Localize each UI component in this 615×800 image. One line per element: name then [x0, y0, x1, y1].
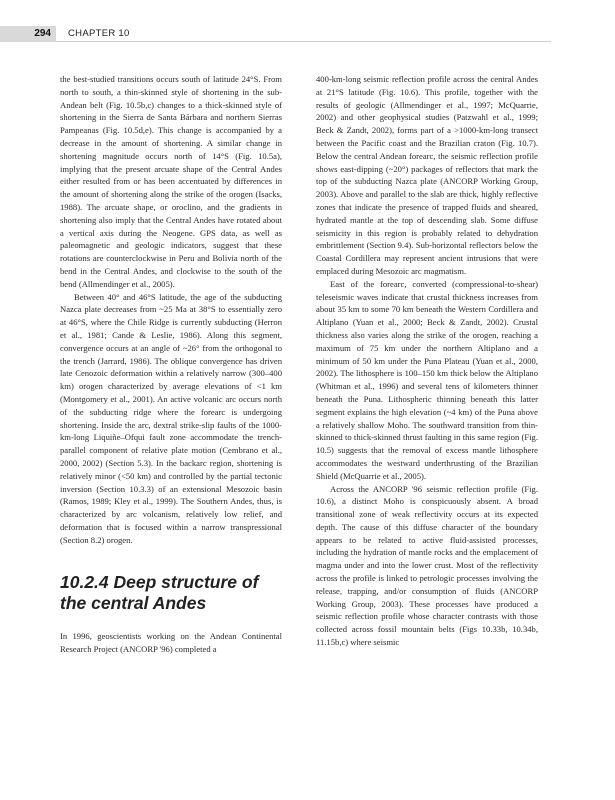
chapter-label: CHAPTER 10 [68, 28, 130, 39]
left-paragraph-2: Between 40° and 46°S latitude, the age of the subducting Nazca plate decreases from ~25 Ma at 38°S to essentially zero at 46°S, where the Chile Ridge is currently subducting (Herron et al., 1981; Cande & Leslie, 1986). Along this segment, convergence occurs at an angle of ~26° from the orthogonal to the trench (Jarrard, 1986). The oblique convergence has driven late Cenozoic deformation within a relatively narrow (300–400 km) orogen characterized by average elevations of <1 km (Montgomery et al., 2001). An active volcanic arc occurs north of the subducting ridge where the forearc is undergoing shortening. Inside the arc, dextral strike-slip faults of the 1000-km-long Liquiñe–Ofqui fault zone accommodate the trench-parallel component of relative plate motion (Cembrano et al., 2000, 2002) (Section 5.3). In the backarc region, shortening is relatively minor (<50 km) and controlled by the partial tectonic inversion (Section 10.3.3) of an extensional Mesozoic basin (Ramos, 1989; Kley et al., 1999). The Southern Andes, thus, is characterized by arc volcanism, relatively low relief, and deformation that is focused within a narrow transpressional (Section 8.2) orogen. [60, 291, 282, 545]
page-header [0, 26, 615, 42]
section-heading: 10.2.4 Deep structure of the central Andes [60, 572, 259, 614]
right-paragraph-3: Across the ANCORP '96 seismic reflection profile (Fig. 10.6), a distinct Moho is conspicuously absent. A broad transitional zone of weak reflectivity occurs at its expected depth. The cause of this diffuse character of the boundary appears to be related to active fluid-assisted processes, including the hydration of mantle rocks and the emplacement of magma under and into the lower crust. Most of the reflectivity across the profile is linked to petrologic processes involving the release, trapping, and/or consumption of fluids (ANCORP Working Group, 2003). These processes have produced a seismic reflection profile whose character contrasts with those collected across fossil mountain belts (Figs 10.33b, 10.34b, 11.15b,c) where seismic [316, 483, 538, 648]
right-column [316, 73, 538, 649]
right-paragraph-2: East of the forearc, converted (compressional-to-shear) teleseismic waves indicate that crustal thickness increases from about 35 km to some 70 km beneath the Western Cordillera and Altiplano (Yuan et al., 2000; Beck & Zandt, 2002). Crustal thickness also varies along the strike of the orogen, reaching a maximum of 75 km under the northern Altiplano and a minimum of 50 km under the Puna Plateau (Yuan et al., 2000, 2002). The lithosphere is 100–150 km thick below the Altiplano (Whitman et al., 1996) and several tens of kilometers thinner beneath the Puna. Lithospheric thinning beneath this latter segment explains the high elevation (~4 km) of the Puna above a relatively shallow Moho. The southward transition from thin-skinned to thick-skinned thrust faulting in this same region (Fig. 10.5) suggests that the removal of excess mantle lithosphere accommodates the westward underthrusting of the Brazilian Shield (McQuarrie et al., 2005). [316, 278, 538, 481]
right-paragraph-1: 400-km-long seismic reflection profile across the central Andes at 21°S latitude (Fig. 10.6). This profile, together with the results of geologic (Allmendinger et al., 1997; McQuarrie, 2002) and other geophysical studies (Patzwahl et al., 1999; Beck & Zandt, 2002), forms part of a >1000-km-long transect between the Pacific coast and the Brazilian craton (Fig. 10.7). Below the central Andean forearc, the seismic reflection profile shows east-dipping (~20°) packages of reflectors that mark the top of the subducting Nazca plate (ANCORP Working Group, 2003). Above and parallel to the slab are thick, highly reflective zones that indicate the presence of trapped fluids and sheared, hydrated mantle at the top of descending slab. Some diffuse seismicity in this region is probably related to dehydration embrittlement (Section 9.4). Sub-horizontal reflectors below the Coastal Cordillera may represent ancient intrusions that were emplaced during Mesozoic arc magmatism. [316, 74, 538, 276]
page-number: 294 [0, 26, 56, 42]
left-paragraph-3: In 1996, geoscientists working on the Andean Continental Research Project (ANCORP '96) completed a [60, 631, 282, 655]
left-paragraph-1: the best-studied transitions occurs south of latitude 24°S. From north to south, a thin-skinned style of shortening in the sub-Andean belt (Fig. 10.5b,c) changes to a thick-skinned style of shortening in the Sierra de Santa Bárbara and northern Sierras Pampeanas (Fig. 10.5d,e). This change is accompanied by a decrease in the amount of shortening. A similar change in shortening magnitude occurs north of 14°S (Fig. 10.5a), implying that the present arcuate shape of the Central Andes either resulted from or has been accentuated by differences in the amount of shortening along the strike of the orogen (Isacks, 1988). The arcuate shape, or oroclino, and the gradients in shortening also imply that the Central Andes have rotated about a vertical axis during the Neogene. GPS data, as well as paleomagnetic and geologic indicators, suggest that these rotations are counterclockwise in Peru and Bolivia north of the bend in the Central Andes, and clockwise to the south of the bend (Allmendinger et al., 2005). [60, 74, 282, 289]
left-column [60, 73, 282, 656]
header-rule [56, 41, 551, 42]
